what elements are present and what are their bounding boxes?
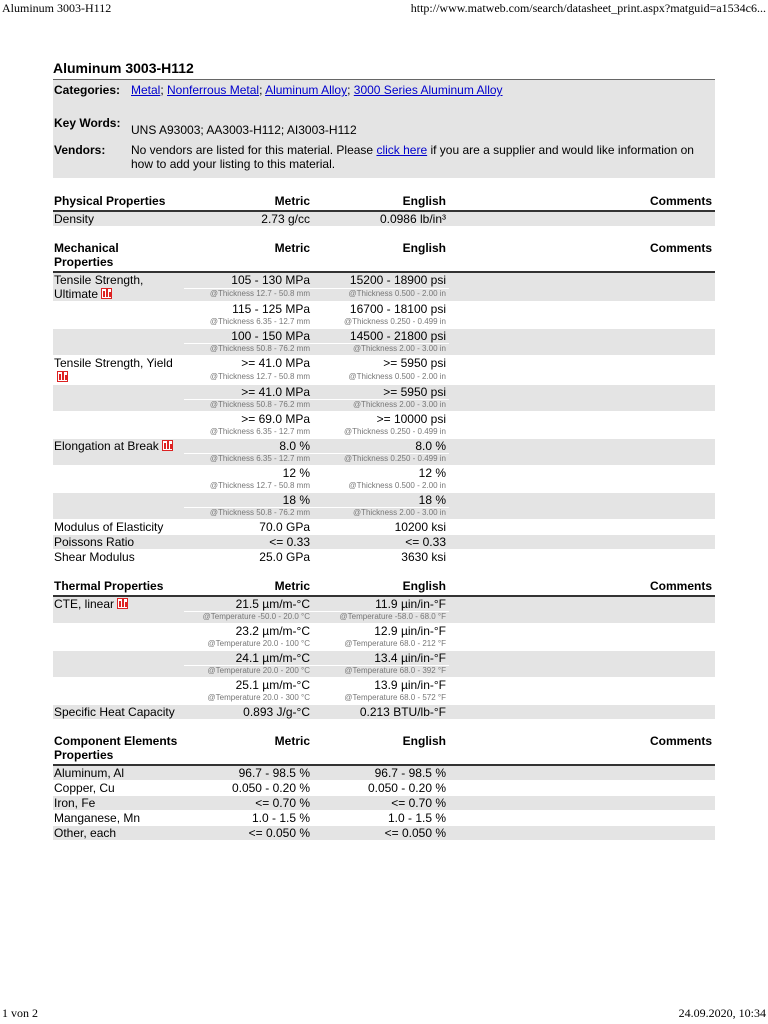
property-table xyxy=(53,241,715,565)
comments-cell xyxy=(449,535,715,550)
section-spacer xyxy=(53,178,715,194)
comments-cell xyxy=(449,705,715,720)
metric-condition: @Temperature 20.0 - 300 °C xyxy=(207,693,310,702)
property-row xyxy=(53,439,715,454)
metric-value: 1.0 - 1.5 % xyxy=(251,811,310,825)
comments-column-header: Comments xyxy=(649,194,712,208)
property-name-cell xyxy=(53,356,184,385)
categories-label: Categories: xyxy=(54,83,121,97)
info-box xyxy=(53,80,715,178)
comments-cell xyxy=(449,765,715,781)
property-row xyxy=(53,811,715,826)
property-row xyxy=(53,272,715,289)
property-chart-icon[interactable] xyxy=(162,440,173,451)
property-row xyxy=(53,596,715,612)
metric-value: 115 - 125 MPa xyxy=(232,302,310,316)
metric-condition: @Thickness 6.35 - 12.7 mm xyxy=(209,427,310,436)
english-value: 13.9 µin/in-°F xyxy=(374,678,446,692)
comments-cell xyxy=(449,493,715,520)
metric-condition: @Thickness 6.35 - 12.7 mm xyxy=(184,454,313,466)
print-header-title: Aluminum 3003-H112 xyxy=(2,1,112,15)
comments-column-header: Comments xyxy=(649,734,712,748)
metric-value: <= 0.050 % xyxy=(184,826,313,841)
english-condition: @Thickness 0.250 - 0.499 in xyxy=(344,317,446,326)
metric-value: >= 41.0 MPa xyxy=(184,385,313,400)
metric-value: 70.0 GPa xyxy=(259,520,310,534)
metric-condition: @Temperature 20.0 - 200 °C xyxy=(184,666,313,678)
english-value: 96.7 - 98.5 % xyxy=(313,765,449,781)
english-condition: @Temperature 68.0 - 572 °F xyxy=(344,693,446,702)
property-row xyxy=(53,302,715,317)
metric-value: 8.0 % xyxy=(184,439,313,454)
property-name-cell xyxy=(53,596,184,624)
property-row xyxy=(53,781,715,796)
property-row xyxy=(53,520,715,535)
english-value: 1.0 - 1.5 % xyxy=(387,811,446,825)
property-row xyxy=(53,705,715,720)
metric-column-header: Metric xyxy=(274,579,310,593)
metric-condition: @Thickness 50.8 - 76.2 mm xyxy=(184,344,313,356)
page-title: Aluminum 3003-H112 xyxy=(53,60,715,80)
property-name-cell xyxy=(53,520,184,535)
english-condition: @Thickness 2.00 - 3.00 in xyxy=(313,508,449,520)
property-name: Aluminum, Al xyxy=(54,766,125,780)
comments-cell xyxy=(449,211,715,227)
metric-condition: @Thickness 50.8 - 76.2 mm xyxy=(184,400,313,412)
comments-cell xyxy=(449,624,715,651)
metric-value: 105 - 130 MPa xyxy=(184,272,313,289)
vendor-click-here-link[interactable]: click here xyxy=(376,143,428,157)
property-name: Specific Heat Capacity xyxy=(54,705,175,719)
metric-condition: @Thickness 50.8 - 76.2 mm xyxy=(184,508,313,520)
comments-cell xyxy=(449,520,715,535)
property-name-cell xyxy=(53,811,184,826)
property-sections xyxy=(53,178,715,841)
category-separator: ; xyxy=(259,83,266,97)
comments-cell xyxy=(449,651,715,678)
metric-value: 23.2 µm/m-°C xyxy=(235,624,310,638)
property-name-cell xyxy=(53,439,184,466)
property-name-cell xyxy=(53,651,184,678)
english-condition: @Thickness 0.500 - 2.00 in xyxy=(348,372,446,382)
english-column-header: English xyxy=(402,734,446,748)
vendors-row xyxy=(53,143,715,171)
comments-cell xyxy=(449,329,715,356)
section-spacer xyxy=(53,565,715,579)
english-value: 3630 ksi xyxy=(401,550,446,564)
english-value: 12.9 µin/in-°F xyxy=(374,624,446,638)
english-value: 0.0986 lb/in³ xyxy=(313,211,449,227)
property-row xyxy=(53,796,715,811)
print-header xyxy=(0,0,768,16)
comments-cell xyxy=(449,796,715,811)
property-chart-icon[interactable] xyxy=(101,288,112,299)
property-table xyxy=(53,734,715,841)
property-chart-icon[interactable] xyxy=(57,371,68,382)
metric-condition: @Temperature 20.0 - 100 °C xyxy=(207,639,310,648)
metric-value: 96.7 - 98.5 % xyxy=(184,765,313,781)
property-name-cell xyxy=(53,412,184,439)
comments-column-header: Comments xyxy=(649,241,712,255)
metric-condition: @Thickness 12.7 - 50.8 mm xyxy=(209,481,310,490)
metric-column-header: Metric xyxy=(274,734,310,748)
property-name-cell xyxy=(53,211,184,227)
category-link[interactable]: Nonferrous Metal xyxy=(167,83,260,97)
english-value: 12 % xyxy=(418,466,446,480)
property-name-cell xyxy=(53,466,184,493)
property-name-cell xyxy=(53,302,184,329)
property-chart-icon[interactable] xyxy=(117,598,128,609)
vendors-post-text: if you are a supplier and would like information on how to add your listing to this material. xyxy=(131,143,694,171)
property-name-cell xyxy=(53,385,184,412)
vendors-label: Vendors: xyxy=(54,143,106,157)
english-value: 13.4 µin/in-°F xyxy=(313,651,449,666)
categories-row xyxy=(53,83,715,97)
english-condition: @Thickness 2.00 - 3.00 in xyxy=(313,344,449,356)
metric-value: >= 69.0 MPa xyxy=(241,412,310,426)
english-value: <= 0.050 % xyxy=(313,826,449,841)
metric-column-header: Metric xyxy=(274,241,310,255)
property-row xyxy=(53,651,715,666)
english-value: <= 0.33 xyxy=(313,535,449,550)
section-heading: Thermal Properties xyxy=(54,579,164,593)
property-name-cell xyxy=(53,765,184,781)
property-table xyxy=(53,194,715,227)
metric-value: 18 % xyxy=(184,493,313,508)
english-condition: @Temperature 68.0 - 392 °F xyxy=(313,666,449,678)
property-name: Modulus of Elasticity xyxy=(54,520,164,534)
category-link[interactable]: 3000 Series Aluminum Alloy xyxy=(353,83,503,97)
property-name: Copper, Cu xyxy=(54,781,115,795)
english-column-header: English xyxy=(402,194,446,208)
comments-cell xyxy=(449,439,715,466)
property-name: Tensile Strength, Yield xyxy=(54,356,173,370)
comments-cell xyxy=(449,678,715,705)
metric-value: >= 41.0 MPa xyxy=(241,356,310,370)
vendors-text xyxy=(131,143,715,171)
english-value: 14500 - 21800 psi xyxy=(313,329,449,344)
comments-cell xyxy=(449,356,715,385)
property-row xyxy=(53,385,715,400)
english-value: >= 5950 psi xyxy=(313,385,449,400)
comments-cell xyxy=(449,385,715,412)
property-table xyxy=(53,579,715,720)
property-name-cell xyxy=(53,493,184,520)
print-header-url: http://www.matweb.com/search/datasheet_print.aspx?matguid=a1534c6... xyxy=(410,1,766,15)
english-value: 16700 - 18100 psi xyxy=(349,302,446,316)
property-row xyxy=(53,329,715,344)
section-spacer xyxy=(53,227,715,241)
property-name-cell xyxy=(53,624,184,651)
property-name: Shear Modulus xyxy=(54,550,135,564)
property-row xyxy=(53,826,715,841)
property-name-cell xyxy=(53,329,184,356)
comments-cell xyxy=(449,811,715,826)
property-name-cell xyxy=(53,796,184,811)
section-heading: Component Elements Properties xyxy=(54,734,178,762)
comments-cell xyxy=(449,272,715,302)
metric-value: 2.73 g/cc xyxy=(184,211,313,227)
print-footer xyxy=(0,1006,768,1024)
metric-value: 0.050 - 0.20 % xyxy=(231,781,310,795)
print-date: 24.09.2020, 10:34 xyxy=(678,1006,766,1020)
english-column-header: English xyxy=(402,579,446,593)
property-row xyxy=(53,678,715,693)
property-name: Elongation at Break xyxy=(54,439,159,453)
english-condition: @Thickness 2.00 - 3.00 in xyxy=(313,400,449,412)
property-name: CTE, linear xyxy=(54,597,115,611)
property-name-cell xyxy=(53,550,184,565)
property-name: Other, each xyxy=(54,826,117,840)
metric-condition: @Thickness 12.7 - 50.8 mm xyxy=(184,289,313,302)
comments-cell xyxy=(449,302,715,329)
comments-cell xyxy=(449,412,715,439)
metric-value: 12 % xyxy=(282,466,310,480)
english-value: 10200 ksi xyxy=(394,520,446,534)
english-value: 15200 - 18900 psi xyxy=(313,272,449,289)
property-name: Iron, Fe xyxy=(54,796,96,810)
property-row xyxy=(53,765,715,781)
datasheet xyxy=(53,60,715,841)
keywords-row xyxy=(53,116,715,137)
property-name: Manganese, Mn xyxy=(54,811,141,825)
category-link[interactable]: Metal xyxy=(131,83,161,97)
metric-value: 0.893 J/g-°C xyxy=(184,705,313,720)
category-separator: ; xyxy=(160,83,168,97)
property-row xyxy=(53,211,715,227)
property-name-cell xyxy=(53,781,184,796)
metric-value: 100 - 150 MPa xyxy=(184,329,313,344)
keywords-label: Key Words: xyxy=(54,116,121,130)
metric-value: <= 0.33 xyxy=(184,535,313,550)
metric-value: 21.5 µm/m-°C xyxy=(184,596,313,612)
property-name: Tensile Strength, Ultimate xyxy=(54,273,144,301)
english-condition: @Thickness 0.500 - 2.00 in xyxy=(313,289,449,302)
category-separator: ; xyxy=(347,83,354,97)
metric-column-header: Metric xyxy=(274,194,310,208)
english-column-header: English xyxy=(402,241,446,255)
section-heading: Physical Properties xyxy=(54,194,166,208)
metric-condition: @Temperature -50.0 - 20.0 °C xyxy=(184,612,313,624)
comments-column-header: Comments xyxy=(649,579,712,593)
property-row xyxy=(53,624,715,639)
english-value: 0.050 - 0.20 % xyxy=(367,781,446,795)
property-name: Density xyxy=(54,212,95,226)
comments-cell xyxy=(449,466,715,493)
english-value: >= 10000 psi xyxy=(376,412,446,426)
property-row xyxy=(53,412,715,427)
english-value: <= 0.70 % xyxy=(313,796,449,811)
category-link[interactable]: Aluminum Alloy xyxy=(265,83,348,97)
metric-condition: @Thickness 12.7 - 50.8 mm xyxy=(209,372,310,382)
comments-cell xyxy=(449,550,715,565)
page-number: 1 von 2 xyxy=(2,1006,38,1020)
metric-value: 25.0 GPa xyxy=(259,550,310,564)
keywords-value: UNS A93003; AA3003-H112; AI3003-H112 xyxy=(131,123,357,137)
english-value: >= 5950 psi xyxy=(383,356,446,370)
property-name-cell xyxy=(53,705,184,720)
property-row xyxy=(53,550,715,565)
property-row xyxy=(53,535,715,550)
metric-value: 25.1 µm/m-°C xyxy=(235,678,310,692)
property-name-cell xyxy=(53,535,184,550)
metric-value: <= 0.70 % xyxy=(184,796,313,811)
english-condition: @Temperature -58.0 - 68.0 °F xyxy=(313,612,449,624)
english-value: 18 % xyxy=(313,493,449,508)
comments-cell xyxy=(449,596,715,624)
property-row xyxy=(53,466,715,481)
english-value: 8.0 % xyxy=(313,439,449,454)
property-row xyxy=(53,493,715,508)
categories-list xyxy=(131,83,715,97)
english-condition: @Temperature 68.0 - 212 °F xyxy=(344,639,446,648)
metric-value: 24.1 µm/m-°C xyxy=(184,651,313,666)
property-name: Poissons Ratio xyxy=(54,535,135,549)
section-heading: Mechanical Properties xyxy=(54,241,119,269)
comments-cell xyxy=(449,826,715,841)
metric-condition: @Thickness 6.35 - 12.7 mm xyxy=(209,317,310,326)
english-condition: @Thickness 0.250 - 0.499 in xyxy=(313,454,449,466)
section-spacer xyxy=(53,720,715,734)
english-condition: @Thickness 0.500 - 2.00 in xyxy=(348,481,446,490)
property-row xyxy=(53,356,715,372)
vendors-pre-text: No vendors are listed for this material. Please xyxy=(131,143,377,157)
english-value: 0.213 BTU/lb-°F xyxy=(313,705,449,720)
property-name-cell xyxy=(53,678,184,705)
english-condition: @Thickness 0.250 - 0.499 in xyxy=(344,427,446,436)
english-value: 11.9 µin/in-°F xyxy=(313,596,449,612)
property-name-cell xyxy=(53,272,184,302)
property-name-cell xyxy=(53,826,184,841)
comments-cell xyxy=(449,781,715,796)
